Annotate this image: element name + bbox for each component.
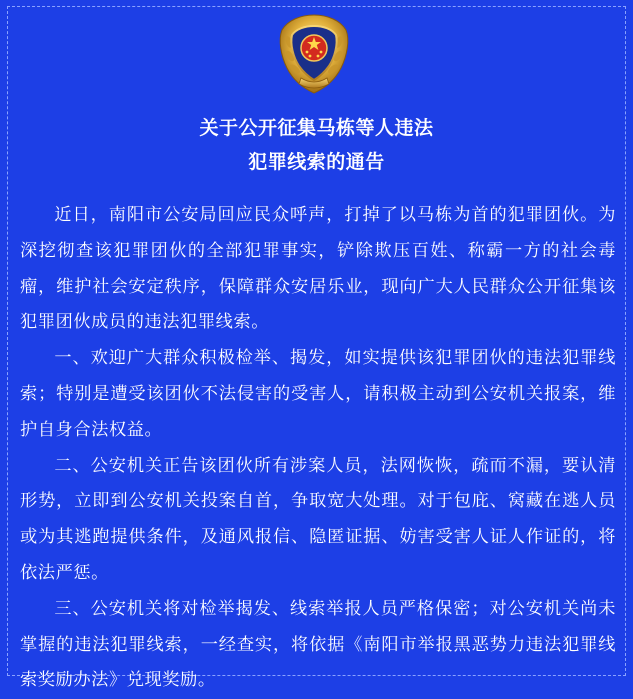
notice-title-line-1: 关于公开征集马栋等人违法 xyxy=(199,117,434,139)
body-paragraph-intro: 近日，南阳市公安局回应民众呼声，打掉了以马栋为首的犯罪团伙。为深挖彻查该犯罪团伙的全部犯罪事实，铲除欺压百姓、称霸一方的社会毒瘤，维护社会安定秩序，保障群众安居乐业，现向广大人民群众公开征集该犯罪团伙成员的违法犯罪线索。 xyxy=(20,205,616,333)
notice-body xyxy=(20,198,616,699)
police-emblem-icon xyxy=(277,12,351,96)
body-paragraph-1: 一、欢迎广大群众积极检举、揭发，如实提供该犯罪团伙的违法犯罪线索；特别是遭受该团伙不法侵害的受害人，请积极主动到公安机关报案，维护自身合法权益。 xyxy=(20,348,616,440)
body-paragraph-3: 三、公安机关将对检举揭发、线索举报人员严格保密；对公安机关尚未掌握的违法犯罪线索，一经查实，将依据《南阳市举报黑恶势力违法犯罪线索奖励办法》兑现奖励。 xyxy=(20,598,616,691)
body-paragraph-2: 二、公安机关正告该团伙所有涉案人员，法网恢恢，疏而不漏，要认清形势，立即到公安机关投案自首，争取宽大处理。对于包庇、窝藏在逃人员或为其逃跑提供条件，及通风报信、隐匿证据、妨害受害人证人作证的，将依法严惩。 xyxy=(20,455,616,583)
notice-title-line-2: 犯罪线索的通告 xyxy=(248,151,385,173)
